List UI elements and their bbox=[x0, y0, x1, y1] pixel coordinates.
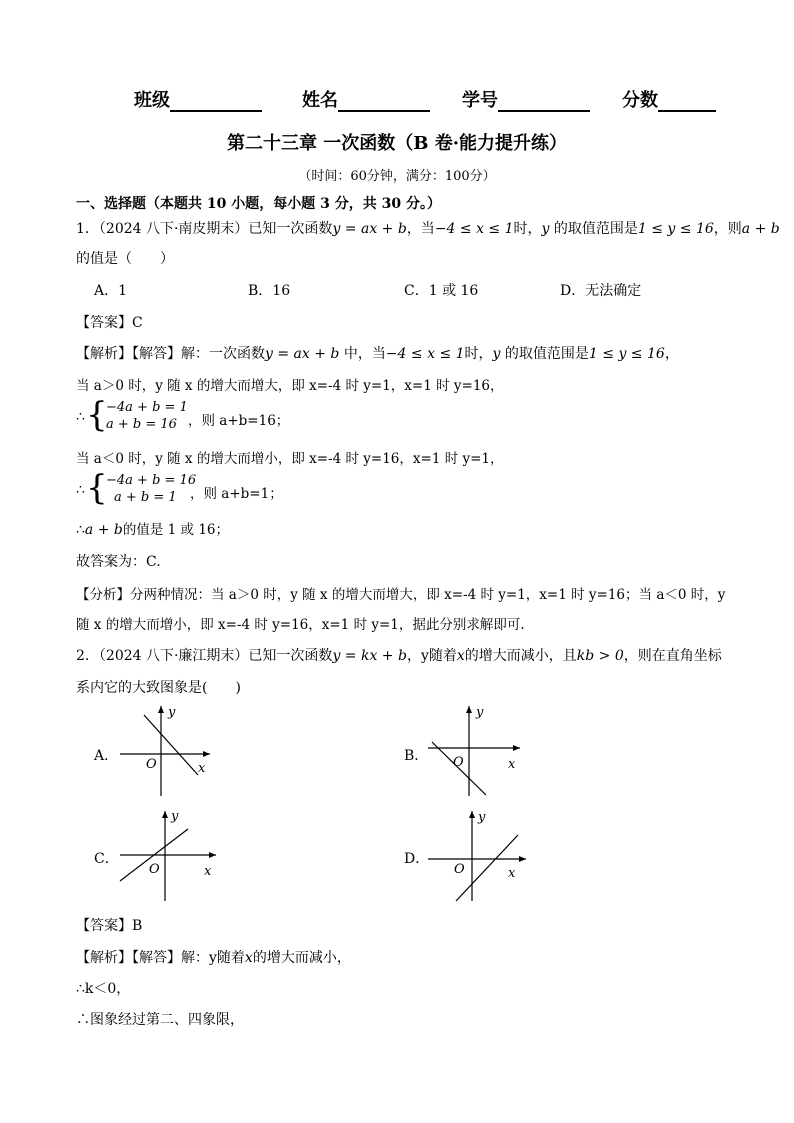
q1-conclusion-math: a + b bbox=[84, 522, 123, 538]
name-label: 姓名 bbox=[302, 90, 338, 111]
therefore-symbol: ∴ bbox=[76, 522, 85, 538]
q2-option-a-label[interactable]: A． bbox=[94, 748, 119, 764]
q1-option-b[interactable]: B．16 bbox=[248, 283, 291, 299]
q2-equation: y = kx + b bbox=[332, 648, 407, 664]
q1-fenxi-line1: 【分析】分两种情况：当 a＞0 时，y 随 x 的增大而增大，即 x=-4 时 y=1，x=1 时 y=16；当 a＜0 时，y bbox=[76, 587, 726, 603]
q1-stem-text: 时， bbox=[513, 221, 542, 237]
sys2-result: ，则 a+b=1； bbox=[190, 486, 283, 502]
sys1-eq2: a + b = 16 bbox=[106, 417, 177, 432]
y-arrow-icon bbox=[162, 811, 168, 818]
origin-label: O bbox=[146, 757, 157, 772]
q2-stem-text: 2．（2024 八下·廉江期末）已知一次函数 bbox=[76, 648, 333, 664]
q1-analysis-y-range: 1 ≤ y ≤ 16 bbox=[588, 346, 665, 362]
q2-stem-text: ，y随着 bbox=[406, 648, 457, 664]
brace-icon: { bbox=[86, 395, 108, 435]
q2-stem-line2: 系内它的大致图象是( ) bbox=[76, 680, 241, 696]
page-subtitle: （时间：60分钟，满分：100分） bbox=[298, 169, 496, 184]
sys2-eq2: a + b = 1 bbox=[114, 490, 177, 505]
q1-equation: y = ax + b bbox=[332, 221, 407, 237]
origin-label: O bbox=[454, 862, 465, 877]
q1-option-d[interactable]: D．无法确定 bbox=[560, 283, 642, 299]
x-axis-label: x bbox=[508, 757, 516, 772]
y-axis-label: y bbox=[478, 810, 486, 825]
q1-analysis-text: 【解析】【解答】解：一次函数 bbox=[76, 346, 265, 362]
q2-option-a-graph[interactable] bbox=[110, 700, 220, 800]
q1-conclusion bbox=[76, 518, 229, 538]
q2-stem-text: 的增大而减小，且 bbox=[464, 648, 577, 664]
name-blank[interactable] bbox=[338, 90, 430, 112]
score-blank[interactable] bbox=[658, 90, 716, 112]
x-arrow-icon bbox=[513, 745, 520, 751]
origin-label: O bbox=[149, 862, 160, 877]
q2-step2: ∴图象经过第二、四象限， bbox=[76, 1012, 244, 1028]
x-arrow-icon bbox=[519, 856, 526, 862]
q2-condition: kb > 0 bbox=[576, 648, 624, 664]
q1-case1: 当 a＞0 时，y 随 x 的增大而增大，即 x=-4 时 y=1，x=1 时 y=16， bbox=[76, 378, 504, 394]
x-axis-label: x bbox=[198, 761, 206, 776]
id-blank[interactable] bbox=[498, 90, 590, 112]
sys2-eq1: −4a + b = 16 bbox=[106, 473, 197, 488]
therefore-symbol: ∴ bbox=[76, 482, 85, 498]
q1-analysis-y-var: y bbox=[492, 346, 501, 362]
section-heading: 一、选择题（本题共 10 小题，每小题 3 分，共 30 分。） bbox=[76, 196, 441, 212]
q1-y-range: 1 ≤ y ≤ 16 bbox=[637, 221, 714, 237]
q2-option-c-graph[interactable] bbox=[110, 805, 220, 905]
q2-option-d-label[interactable]: D． bbox=[404, 851, 430, 867]
y-axis-label: y bbox=[476, 705, 484, 720]
q1-answer: 【答案】C bbox=[76, 315, 143, 331]
q1-analysis-text: 时， bbox=[464, 346, 493, 362]
q1-stem-text: 的取值范围是 bbox=[549, 221, 638, 237]
name-field bbox=[302, 86, 430, 112]
sys1-result: ，则 a+b=16； bbox=[188, 413, 290, 429]
page-title: 第二十三章 一次函数（B 卷·能力提升练） bbox=[226, 133, 567, 154]
brace-icon: { bbox=[86, 468, 108, 508]
y-arrow-icon bbox=[469, 811, 475, 818]
q1-analysis-line1 bbox=[76, 343, 679, 363]
score-field bbox=[622, 86, 716, 112]
q1-analysis-equation: y = ax + b bbox=[265, 346, 340, 362]
y-arrow-icon bbox=[158, 706, 164, 713]
q1-stem-line1 bbox=[76, 218, 780, 238]
sys1-eq1: −4a + b = 1 bbox=[106, 400, 188, 415]
q2-analysis-text: 【解析】【解答】解：y随着 bbox=[76, 950, 245, 966]
q1-analysis-text: 中，当 bbox=[339, 346, 386, 362]
q1-analysis-text: 的取值范围是 bbox=[500, 346, 589, 362]
q1-stem-line2: 的值是（ ） bbox=[76, 251, 174, 267]
q2-analysis-line1 bbox=[76, 947, 351, 967]
class-blank[interactable] bbox=[170, 90, 262, 112]
q1-ab: a + b bbox=[741, 221, 780, 237]
q2-option-d-graph[interactable] bbox=[420, 805, 530, 905]
q1-final-answer: 故答案为：C. bbox=[76, 554, 161, 570]
q2-step1: ∴k＜0， bbox=[76, 981, 131, 997]
score-label: 分数 bbox=[622, 90, 658, 111]
class-label: 班级 bbox=[134, 90, 170, 111]
q1-case2: 当 a＜0 时，y 随 x 的增大而增小，即 x=-4 时 y=16，x=1 时 y=1， bbox=[76, 451, 504, 467]
q1-y-var: y bbox=[541, 221, 550, 237]
id-label: 学号 bbox=[462, 90, 498, 111]
q2-option-b-label[interactable]: B． bbox=[404, 748, 429, 764]
q1-stem-text: ，则 bbox=[713, 221, 742, 237]
y-arrow-icon bbox=[466, 706, 472, 713]
q1-conclusion-text: 的值是 1 或 16； bbox=[122, 522, 230, 538]
x-axis-label: x bbox=[204, 864, 212, 879]
q1-stem-text: ，当 bbox=[406, 221, 435, 237]
x-arrow-icon bbox=[209, 852, 216, 858]
therefore-symbol: ∴ bbox=[76, 409, 85, 425]
q1-option-c[interactable]: C．1 或 16 bbox=[404, 283, 479, 299]
y-axis-label: y bbox=[168, 705, 176, 720]
x-arrow-icon bbox=[203, 751, 210, 757]
q1-fenxi-line2: 随 x 的增大而增小，即 x=-4 时 y=16，x=1 时 y=1，据此分别求解即可. bbox=[76, 617, 525, 633]
q1-analysis-x-range: −4 ≤ x ≤ 1 bbox=[385, 346, 465, 362]
x-axis-label: x bbox=[508, 866, 516, 881]
q2-analysis-x-var: x bbox=[244, 950, 253, 966]
class-field bbox=[134, 86, 262, 112]
q2-stem-text: ，则在直角坐标 bbox=[623, 648, 722, 664]
q1-stem-text: 1．（2024 八下·南皮期末）已知一次函数 bbox=[76, 221, 333, 237]
q2-x-var: x bbox=[456, 648, 465, 664]
origin-label: O bbox=[453, 755, 464, 770]
q1-analysis-text: ， bbox=[664, 346, 679, 362]
q2-analysis-text: 的增大而减小， bbox=[252, 950, 351, 966]
q1-x-range: −4 ≤ x ≤ 1 bbox=[434, 221, 514, 237]
id-field bbox=[462, 86, 590, 112]
y-axis-label: y bbox=[171, 809, 179, 824]
q2-answer: 【答案】B bbox=[76, 918, 143, 934]
q2-option-b-graph[interactable] bbox=[420, 700, 530, 800]
q2-stem-line1 bbox=[76, 645, 722, 665]
q1-option-a[interactable]: A．1 bbox=[94, 283, 128, 299]
q2-option-c-label[interactable]: C． bbox=[94, 851, 119, 867]
